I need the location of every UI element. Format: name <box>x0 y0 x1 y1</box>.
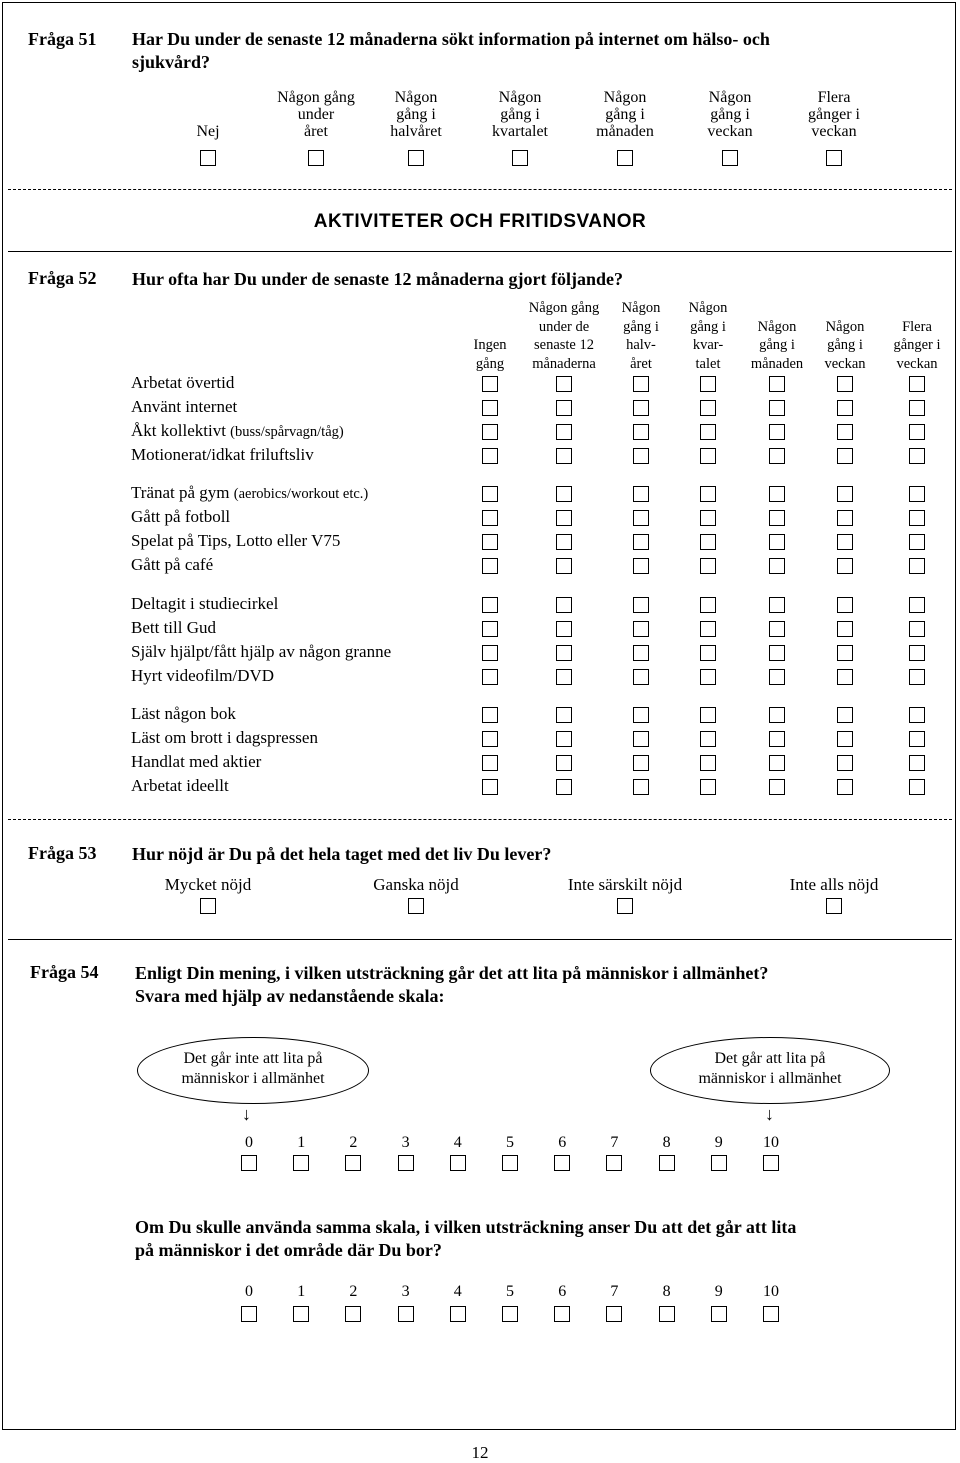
scale-general-number: 7 <box>610 1134 619 1151</box>
q51-option-header-line: gång i <box>500 106 540 123</box>
q52-checkbox[interactable] <box>837 597 853 613</box>
q51-option-header-line: Flera <box>817 89 851 106</box>
activity-label-main: Läst om brott i dagspressen <box>131 728 318 747</box>
q52-checkbox[interactable] <box>556 424 572 440</box>
q52-checkbox[interactable] <box>700 707 716 723</box>
q52-column-header-line: gång <box>475 355 505 372</box>
scale-low-text-1: Det går inte att lita på <box>183 1050 323 1067</box>
q52-checkbox[interactable] <box>482 669 498 685</box>
q52-checkbox[interactable] <box>482 510 498 526</box>
q51-option-header-line: gång i <box>396 106 436 123</box>
q51-option-header-line: gånger i <box>808 106 860 123</box>
q52-checkbox[interactable] <box>633 510 649 526</box>
q54-followup <box>135 1216 796 1262</box>
activity-label-main: Arbetat övertid <box>131 373 235 392</box>
scale-general-number: 1 <box>297 1134 306 1151</box>
q52-checkbox[interactable] <box>769 597 785 613</box>
q52-checkbox[interactable] <box>909 486 925 502</box>
scale-general-checkbox[interactable] <box>659 1155 675 1171</box>
q52-checkbox[interactable] <box>556 448 572 464</box>
q52-checkbox[interactable] <box>769 510 785 526</box>
scale-general-number: 4 <box>453 1134 462 1151</box>
q52-checkbox[interactable] <box>769 645 785 661</box>
scale-neighbourhood-checkbox[interactable] <box>241 1306 257 1322</box>
q52-question: Hur ofta har Du under de senaste 12 månaderna gjort följande? <box>132 269 624 289</box>
q52-column-header-line: Någon <box>621 300 661 316</box>
q52-checkbox[interactable] <box>633 534 649 550</box>
q52-checkbox[interactable] <box>482 558 498 574</box>
q52-checkbox[interactable] <box>700 558 716 574</box>
arrow-down-icon: ↓ <box>242 1104 251 1124</box>
q52-checkbox[interactable] <box>909 755 925 771</box>
q54-text-line1: Enligt Din mening, i vilken utsträckning går det att lita på människor i allmänhet? <box>135 963 769 983</box>
q51-option-header <box>779 89 889 140</box>
q52-checkbox[interactable] <box>909 645 925 661</box>
q51-option-header-line: kvartalet <box>492 123 548 140</box>
activity-label <box>131 752 261 772</box>
scale-neighbourhood-number: 5 <box>506 1283 514 1300</box>
q52-checkbox[interactable] <box>769 424 785 440</box>
q52-column-header-line: Någon gång <box>528 300 600 316</box>
q52-column-header-line: Någon <box>757 318 797 335</box>
q52-checkbox[interactable] <box>837 645 853 661</box>
q52-checkbox[interactable] <box>482 376 498 392</box>
scale-neighbourhood-checkbox[interactable] <box>659 1306 675 1322</box>
q52-checkbox[interactable] <box>837 707 853 723</box>
activity-label-main: Handlat med aktier <box>131 752 262 771</box>
q52-column-header-line: gång i <box>623 318 659 335</box>
q53-option-label: Inte särskilt nöjd <box>567 875 683 894</box>
q52-checkbox[interactable] <box>909 376 925 392</box>
activity-label-main: Arbetat ideellt <box>131 776 229 795</box>
q52-column-header-line: gång i <box>827 337 863 353</box>
q52-checkbox[interactable] <box>633 376 649 392</box>
q52-checkbox[interactable] <box>633 707 649 723</box>
scale-low-text-2: människor i allmänhet <box>181 1070 325 1087</box>
q53-checkbox[interactable] <box>617 898 633 914</box>
q51-checkbox[interactable] <box>308 150 324 166</box>
q51-option-header-line: Nej <box>196 123 220 140</box>
activity-label-main: Använt internet <box>131 397 238 416</box>
q52-checkbox[interactable] <box>633 621 649 637</box>
q52-checkbox[interactable] <box>482 621 498 637</box>
q52-checkbox[interactable] <box>769 448 785 464</box>
q52-checkbox[interactable] <box>837 510 853 526</box>
q53-checkbox[interactable] <box>408 898 424 914</box>
q51-option-header <box>675 89 785 140</box>
q52-checkbox[interactable] <box>556 376 572 392</box>
q52-checkbox[interactable] <box>700 755 716 771</box>
q52-checkbox[interactable] <box>482 424 498 440</box>
activity-label-main: Deltagit i studiecirkel <box>131 594 279 613</box>
q52-column-header-line: månaderna <box>532 355 596 372</box>
scale-general-number: 3 <box>401 1134 410 1151</box>
q52-checkbox[interactable] <box>837 376 853 392</box>
q53-checkbox[interactable] <box>200 898 216 914</box>
q52-column-header-line: gång i <box>759 337 795 353</box>
q51-option-header-line: Någon <box>498 89 542 106</box>
scale-neighbourhood-number: 4 <box>453 1283 462 1300</box>
scale-neighbourhood-number: 9 <box>714 1283 723 1300</box>
q52-checkbox[interactable] <box>769 731 785 747</box>
q51-option-header-line: Någon <box>603 89 647 106</box>
q52-column-header-line: Någon <box>688 300 728 316</box>
scale-neighbourhood-number: 7 <box>610 1283 619 1300</box>
q52-checkbox[interactable] <box>909 424 925 440</box>
scale-general-checkbox[interactable] <box>345 1155 361 1171</box>
q53-option-label: Inte alls nöjd <box>789 875 879 894</box>
q52-column-header <box>872 299 960 373</box>
q52-checkbox[interactable] <box>633 597 649 613</box>
q51-option-header-line: under <box>297 106 335 123</box>
scale-general-number: 10 <box>763 1134 779 1151</box>
q51-option-header <box>361 89 471 140</box>
q51-option-header-line <box>153 106 263 123</box>
scale-high-anchor <box>650 1037 890 1104</box>
q52-checkbox[interactable] <box>837 621 853 637</box>
q52-checkbox[interactable] <box>909 597 925 613</box>
q52-checkbox[interactable] <box>633 448 649 464</box>
activity-label <box>131 776 229 796</box>
q52-column-header-line: under de <box>538 318 590 335</box>
q52-checkbox[interactable] <box>556 486 572 502</box>
scale-neighbourhood-checkbox[interactable] <box>554 1306 570 1322</box>
q52-column-header-line: året <box>630 355 652 372</box>
scale-neighbourhood-checkbox[interactable] <box>763 1306 779 1322</box>
q52-checkbox[interactable] <box>482 707 498 723</box>
q52-checkbox[interactable] <box>837 486 853 502</box>
scale-high-text-1: Det går att lita på <box>714 1050 826 1067</box>
q52-checkbox[interactable] <box>769 707 785 723</box>
scale-neighbourhood-number: 1 <box>297 1283 306 1300</box>
q52-checkbox[interactable] <box>700 621 716 637</box>
activity-label-sub: (aerobics/workout etc.) <box>233 486 369 502</box>
q52-checkbox[interactable] <box>556 400 572 416</box>
q52-checkbox[interactable] <box>837 755 853 771</box>
q52-checkbox[interactable] <box>633 669 649 685</box>
q52-checkbox[interactable] <box>700 510 716 526</box>
activity-label <box>131 421 344 441</box>
q53-question: Hur nöjd är Du på det hela taget med det liv Du lever? <box>132 844 552 864</box>
q51-option-header-line: månaden <box>596 123 654 140</box>
page-number: 12 <box>471 1443 489 1462</box>
q52-label: Fråga 52 <box>28 268 97 288</box>
scale-general-checkbox[interactable] <box>502 1155 518 1171</box>
q51-label: Fråga 51 <box>28 29 97 49</box>
q52-checkbox[interactable] <box>700 779 716 795</box>
q52-checkbox[interactable] <box>482 534 498 550</box>
scale-neighbourhood-number: 2 <box>349 1283 358 1300</box>
activity-label <box>131 704 236 724</box>
q52-checkbox[interactable] <box>909 558 925 574</box>
q51-text-line1: Har Du under de senaste 12 månaderna sökt information på internet om hälso- och <box>132 29 770 49</box>
q52-checkbox[interactable] <box>556 779 572 795</box>
scale-neighbourhood-number: 6 <box>558 1283 567 1300</box>
q54-label: Fråga 54 <box>30 962 99 982</box>
q53-label: Fråga 53 <box>28 843 97 863</box>
q51-checkbox[interactable] <box>617 150 633 166</box>
q52-checkbox[interactable] <box>556 597 572 613</box>
activity-label <box>131 728 318 748</box>
q52-column-header-line: Ingen <box>473 337 507 353</box>
scale-neighbourhood-checkbox[interactable] <box>345 1306 361 1322</box>
q54-question <box>135 962 768 1008</box>
scale-general-number: 0 <box>245 1134 253 1151</box>
scale-general-number: 5 <box>506 1134 514 1151</box>
q51-option-header-line <box>153 89 263 106</box>
scale-general-checkbox[interactable] <box>711 1155 727 1171</box>
scale-general-checkbox[interactable] <box>241 1155 257 1171</box>
activity-label <box>131 618 216 638</box>
q52-checkbox[interactable] <box>700 534 716 550</box>
q52-checkbox[interactable] <box>909 669 925 685</box>
q53-option-label: Mycket nöjd <box>164 875 252 894</box>
q51-option-header <box>261 89 371 140</box>
q52-checkbox[interactable] <box>633 424 649 440</box>
activity-label <box>131 483 368 503</box>
q51-option-header-line: veckan <box>811 123 857 140</box>
activity-label <box>131 555 213 575</box>
q52-checkbox[interactable] <box>482 645 498 661</box>
q52-column-header-line: månaden <box>750 355 804 372</box>
q52-checkbox[interactable] <box>769 486 785 502</box>
q51-option-header-line: gång i <box>605 106 645 123</box>
scale-general-number: 2 <box>349 1134 358 1151</box>
divider <box>8 819 952 820</box>
scale-low-anchor <box>137 1037 369 1104</box>
scale-general-number: 8 <box>662 1134 671 1151</box>
q52-column-header-line: veckan <box>824 355 866 372</box>
q52-column-header-line: talet <box>695 355 721 372</box>
scale-neighbourhood-checkbox[interactable] <box>502 1306 518 1322</box>
arrow-down-icon: ↓ <box>765 1104 774 1124</box>
activity-label <box>131 445 314 465</box>
scale-general-number: 9 <box>714 1134 723 1151</box>
scale-neighbourhood-checkbox[interactable] <box>606 1306 622 1322</box>
activity-label <box>131 594 278 614</box>
q51-option-header-line: halvåret <box>390 123 442 140</box>
q52-checkbox[interactable] <box>837 424 853 440</box>
q52-checkbox[interactable] <box>769 779 785 795</box>
q52-checkbox[interactable] <box>909 707 925 723</box>
scale-neighbourhood-number: 10 <box>763 1283 779 1300</box>
activity-label <box>131 373 234 393</box>
activity-label <box>131 642 391 662</box>
scale-general-checkbox[interactable] <box>398 1155 414 1171</box>
q52-checkbox[interactable] <box>633 755 649 771</box>
q51-checkbox[interactable] <box>722 150 738 166</box>
q52-column-header-line: Flera <box>902 318 932 335</box>
q52-checkbox[interactable] <box>769 400 785 416</box>
q52-checkbox[interactable] <box>837 779 853 795</box>
q52-checkbox[interactable] <box>482 779 498 795</box>
activity-label-main: Hyrt videofilm/DVD <box>131 666 275 685</box>
activity-label-main: Motionerat/idkat friluftsliv <box>131 445 314 464</box>
q52-checkbox[interactable] <box>700 645 716 661</box>
activity-label-sub: (buss/spårvagn/tåg) <box>230 424 344 440</box>
q51-option-header-line: Någon <box>394 89 438 106</box>
q52-checkbox[interactable] <box>482 400 498 416</box>
q52-checkbox[interactable] <box>482 597 498 613</box>
q51-checkbox[interactable] <box>512 150 528 166</box>
q52-checkbox[interactable] <box>633 400 649 416</box>
scale-neighbourhood-number: 0 <box>245 1283 253 1300</box>
scale-neighbourhood-number: 3 <box>401 1283 410 1300</box>
scale-neighbourhood-checkbox[interactable] <box>398 1306 414 1322</box>
activity-label-main: Tränat på gym <box>131 483 234 502</box>
q52-checkbox[interactable] <box>633 558 649 574</box>
scale-neighbourhood-checkbox[interactable] <box>450 1306 466 1322</box>
q52-checkbox[interactable] <box>909 534 925 550</box>
q52-checkbox[interactable] <box>837 731 853 747</box>
q52-checkbox[interactable] <box>633 731 649 747</box>
activity-label-main: Bett till Gud <box>131 618 216 637</box>
scale-general-checkbox[interactable] <box>450 1155 466 1171</box>
q53-option-label: Ganska nöjd <box>373 875 459 894</box>
q52-checkbox[interactable] <box>482 731 498 747</box>
q51-option-header-line: gång i <box>710 106 750 123</box>
q52-checkbox[interactable] <box>769 534 785 550</box>
scale-neighbourhood-number: 8 <box>662 1283 671 1300</box>
q54-followup-line2: på människor i det område där Du bor? <box>135 1240 442 1260</box>
q52-column-header-line <box>872 299 960 318</box>
q51-option-header <box>465 89 575 140</box>
q51-option-header-line: året <box>304 123 328 140</box>
q51-checkbox[interactable] <box>200 150 216 166</box>
q52-column-header-line: Någon <box>825 318 865 335</box>
q52-checkbox[interactable] <box>556 534 572 550</box>
q52-checkbox[interactable] <box>700 731 716 747</box>
q52-checkbox[interactable] <box>633 779 649 795</box>
q52-checkbox[interactable] <box>482 486 498 502</box>
q52-checkbox[interactable] <box>769 755 785 771</box>
q52-checkbox[interactable] <box>909 510 925 526</box>
q52-checkbox[interactable] <box>700 424 716 440</box>
q52-checkbox[interactable] <box>769 558 785 574</box>
q54-followup-line1: Om Du skulle använda samma skala, i vilken utsträckning anser Du att det går att lita <box>135 1217 797 1237</box>
q52-checkbox[interactable] <box>837 669 853 685</box>
q52-checkbox[interactable] <box>700 448 716 464</box>
q51-option-header-line: Någon <box>708 89 752 106</box>
q52-checkbox[interactable] <box>633 486 649 502</box>
q52-checkbox[interactable] <box>769 669 785 685</box>
q52-checkbox[interactable] <box>556 558 572 574</box>
q52-checkbox[interactable] <box>769 621 785 637</box>
scale-neighbourhood-checkbox[interactable] <box>293 1306 309 1322</box>
q51-option-header <box>153 89 263 140</box>
q52-column-header-line: halv- <box>626 337 656 353</box>
q52-checkbox[interactable] <box>769 376 785 392</box>
divider <box>8 939 952 940</box>
activity-label-main: Åkt kollektivt <box>131 421 231 440</box>
activity-label <box>131 507 230 527</box>
q52-checkbox[interactable] <box>556 645 572 661</box>
q52-checkbox[interactable] <box>700 597 716 613</box>
scale-high-text-2: människor i allmänhet <box>698 1070 842 1087</box>
section-title: AKTIVITETER OCH FRITIDSVANOR <box>313 211 647 232</box>
q54-text-line2: Svara med hjälp av nedanstående skala: <box>135 986 445 1006</box>
q52-column-header-line: veckan <box>896 355 938 372</box>
q52-checkbox[interactable] <box>909 779 925 795</box>
q51-checkbox[interactable] <box>408 150 424 166</box>
q52-checkbox[interactable] <box>837 534 853 550</box>
divider <box>8 251 952 252</box>
q52-checkbox[interactable] <box>700 400 716 416</box>
activity-label-main: Läst någon bok <box>131 704 236 723</box>
divider <box>8 189 952 190</box>
q52-checkbox[interactable] <box>837 448 853 464</box>
activity-label-main: Spelat på Tips, Lotto eller V75 <box>131 531 341 550</box>
q52-checkbox[interactable] <box>556 669 572 685</box>
q51-checkbox[interactable] <box>826 150 842 166</box>
q52-column-header-line: kvar- <box>692 337 724 353</box>
q52-column-header-line: senaste 12 <box>534 337 594 353</box>
q51-option-header-line: Någon gång <box>277 89 355 106</box>
q52-checkbox[interactable] <box>556 707 572 723</box>
q52-checkbox[interactable] <box>700 486 716 502</box>
q52-checkbox[interactable] <box>556 621 572 637</box>
q52-checkbox[interactable] <box>909 400 925 416</box>
activity-label <box>131 666 274 686</box>
q52-checkbox[interactable] <box>700 669 716 685</box>
q51-option-header-line: veckan <box>707 123 753 140</box>
scale-general-number: 6 <box>558 1134 567 1151</box>
q52-checkbox[interactable] <box>556 755 572 771</box>
q52-checkbox[interactable] <box>909 448 925 464</box>
activity-label <box>131 397 237 417</box>
q52-checkbox[interactable] <box>482 448 498 464</box>
scale-general-checkbox[interactable] <box>763 1155 779 1171</box>
q53-checkbox[interactable] <box>826 898 842 914</box>
q52-checkbox[interactable] <box>556 510 572 526</box>
q52-column-header-line: gånger i <box>893 337 941 353</box>
activity-label <box>131 531 340 551</box>
q52-checkbox[interactable] <box>556 731 572 747</box>
q52-checkbox[interactable] <box>837 558 853 574</box>
scale-general-checkbox[interactable] <box>606 1155 622 1171</box>
q51-option-header <box>570 89 680 140</box>
scale-general-checkbox[interactable] <box>293 1155 309 1171</box>
q52-checkbox[interactable] <box>482 755 498 771</box>
q52-checkbox[interactable] <box>909 621 925 637</box>
scale-neighbourhood-checkbox[interactable] <box>711 1306 727 1322</box>
scale-general-checkbox[interactable] <box>554 1155 570 1171</box>
q52-checkbox[interactable] <box>633 645 649 661</box>
activity-label-main: Gått på café <box>131 555 214 574</box>
activity-label-main: Gått på fotboll <box>131 507 231 526</box>
q52-checkbox[interactable] <box>700 376 716 392</box>
activity-label-main: Själv hjälpt/fått hjälp av någon granne <box>131 642 392 661</box>
q51-question <box>132 28 770 74</box>
q51-text-line2: sjukvård? <box>132 52 211 72</box>
q52-column-header-line: gång i <box>690 318 726 335</box>
q52-checkbox[interactable] <box>909 731 925 747</box>
q52-checkbox[interactable] <box>837 400 853 416</box>
